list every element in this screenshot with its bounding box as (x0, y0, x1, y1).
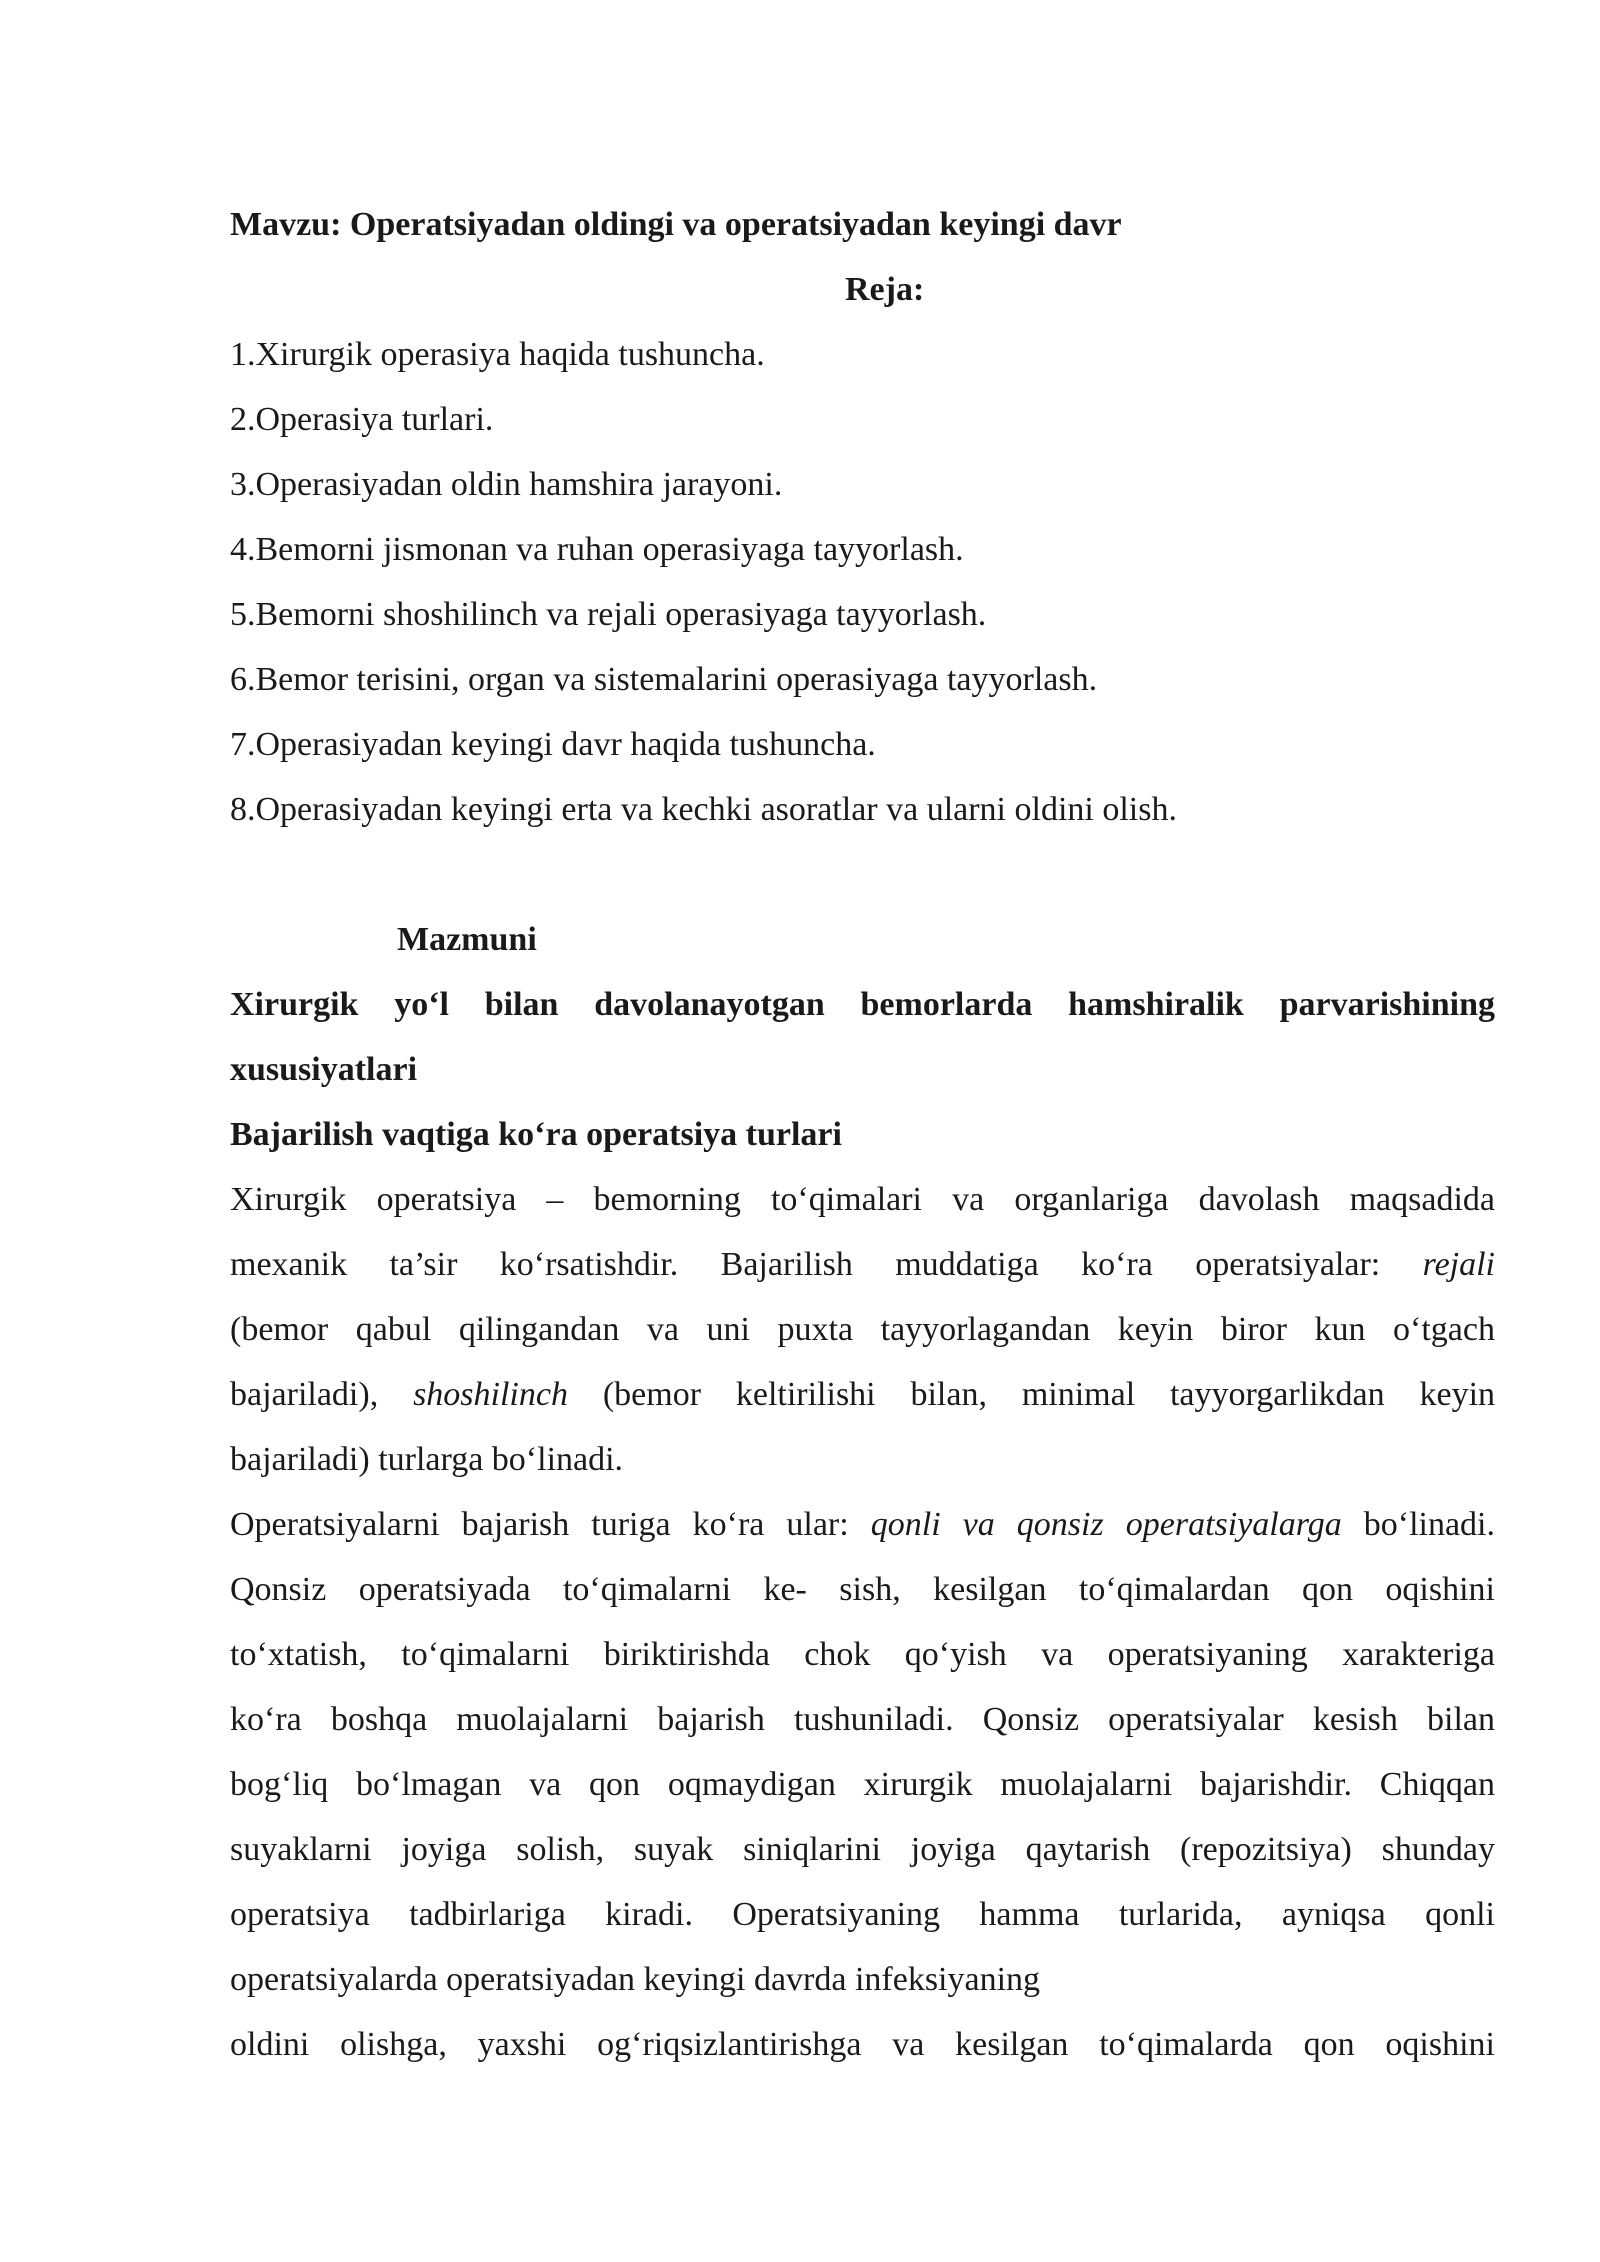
paragraph-line (230, 1492, 1495, 1557)
paragraph-line: ko‘ra boshqa muolajalarni bajarish tushuniladi. Qonsiz operatsiyalar kesish bilan (230, 1701, 1495, 1738)
section-heading-continued: xususiyatlari (230, 1051, 418, 1088)
plan-heading: Reja: (845, 271, 925, 308)
text-run: (bemor keltirilishi bilan, minimal tayyorgarlikdan keyin (602, 1376, 1496, 1413)
paragraph-line (230, 1362, 1495, 1427)
subsection-heading: Bajarilish vaqtiga ko‘ra operatsiya turlari (230, 1116, 842, 1153)
plan-item: 3.Operasiyadan oldin hamshira jarayoni. (230, 466, 783, 503)
text-run: Operatsiyalarni bajarish turiga ko‘ra ular: (230, 1506, 849, 1543)
paragraph-line: bajariladi) turlarga bo‘linadi. (230, 1441, 624, 1478)
content-heading: Mazmuni (397, 921, 537, 958)
plan-item: 7.Operasiyadan keyingi davr haqida tushuncha. (230, 726, 876, 763)
paragraph-operation-types (230, 1167, 1495, 1492)
plan-item: 2.Operasiya turlari. (230, 401, 494, 438)
plan-list (230, 322, 1495, 842)
paragraph-line: Xirurgik operatsiya – bemorning to‘qimalari va organlariga davolash maqsadida (230, 1181, 1495, 1218)
spacer (230, 842, 1495, 907)
plan-item: 1.Xirurgik operasiya haqida tushuncha. (230, 336, 765, 373)
plan-item: 5.Bemorni shoshilinch va rejali operasiyaga tayyorlash. (230, 596, 987, 633)
section-heading: Xirurgik yo‘l bilan davolanayotgan bemorlarda hamshiralik parvarishining (230, 986, 1495, 1023)
italic-term: shoshilinch (413, 1376, 568, 1413)
text-run: mexanik ta’sir ko‘rsatishdir. Bajarilish muddatiga ko‘ra operatsiyalar: (230, 1246, 1381, 1283)
paragraph-line: bog‘liq bo‘lmagan va qon oqmaydigan xirurgik muolajalarni bajarishdir. Chiqqan (230, 1766, 1495, 1803)
paragraph-line: oldini olishga, yaxshi og‘riqsizlantirishga va kesilgan to‘qimalarda qon oqishini (230, 2026, 1495, 2063)
paragraph-bloodless-operations (230, 1492, 1495, 2077)
paragraph-line: (bemor qabul qilingandan va uni puxta tayyorlagandan keyin biror kun o‘tgach (230, 1311, 1495, 1348)
italic-term: rejali (1422, 1246, 1495, 1283)
paragraph-line: operatsiyalarda operatsiyadan keyingi davrda infeksiyaning (230, 1961, 1041, 1998)
plan-item: 4.Bemorni jismonan va ruhan operasiyaga tayyorlash. (230, 531, 964, 568)
paragraph-line: operatsiya tadbirlariga kiradi. Operatsiyaning hamma turlarida, ayniqsa qonli (230, 1896, 1495, 1933)
document-page (230, 192, 1495, 2077)
italic-term: qonli va qonsiz operatsiyalarga (870, 1506, 1342, 1543)
paragraph-line: Qonsiz operatsiyada to‘qimalarni ke- sish, kesilgan to‘qimalardan qon oqishini (230, 1571, 1495, 1608)
paragraph-line (230, 1232, 1495, 1297)
plan-item: 6.Bemor terisini, organ va sistemalarini operasiyaga tayyorlash. (230, 661, 1098, 698)
text-run: bo‘linadi. (1363, 1506, 1496, 1543)
text-run: bajariladi), (230, 1376, 379, 1413)
plan-item: 8.Operasiyadan keyingi erta va kechki asoratlar va ularni oldini olish. (230, 791, 1177, 828)
paragraph-line: suyaklarni joyiga solish, suyak siniqlarini joyiga qaytarish (repozitsiya) shunday (230, 1831, 1495, 1868)
paragraph-line: to‘xtatish, to‘qimalarni biriktirishda chok qo‘yish va operatsiyaning xarakteriga (230, 1636, 1495, 1673)
document-topic: Mavzu: Operatsiyadan oldingi va operatsiyadan keyingi davr (230, 206, 1122, 243)
